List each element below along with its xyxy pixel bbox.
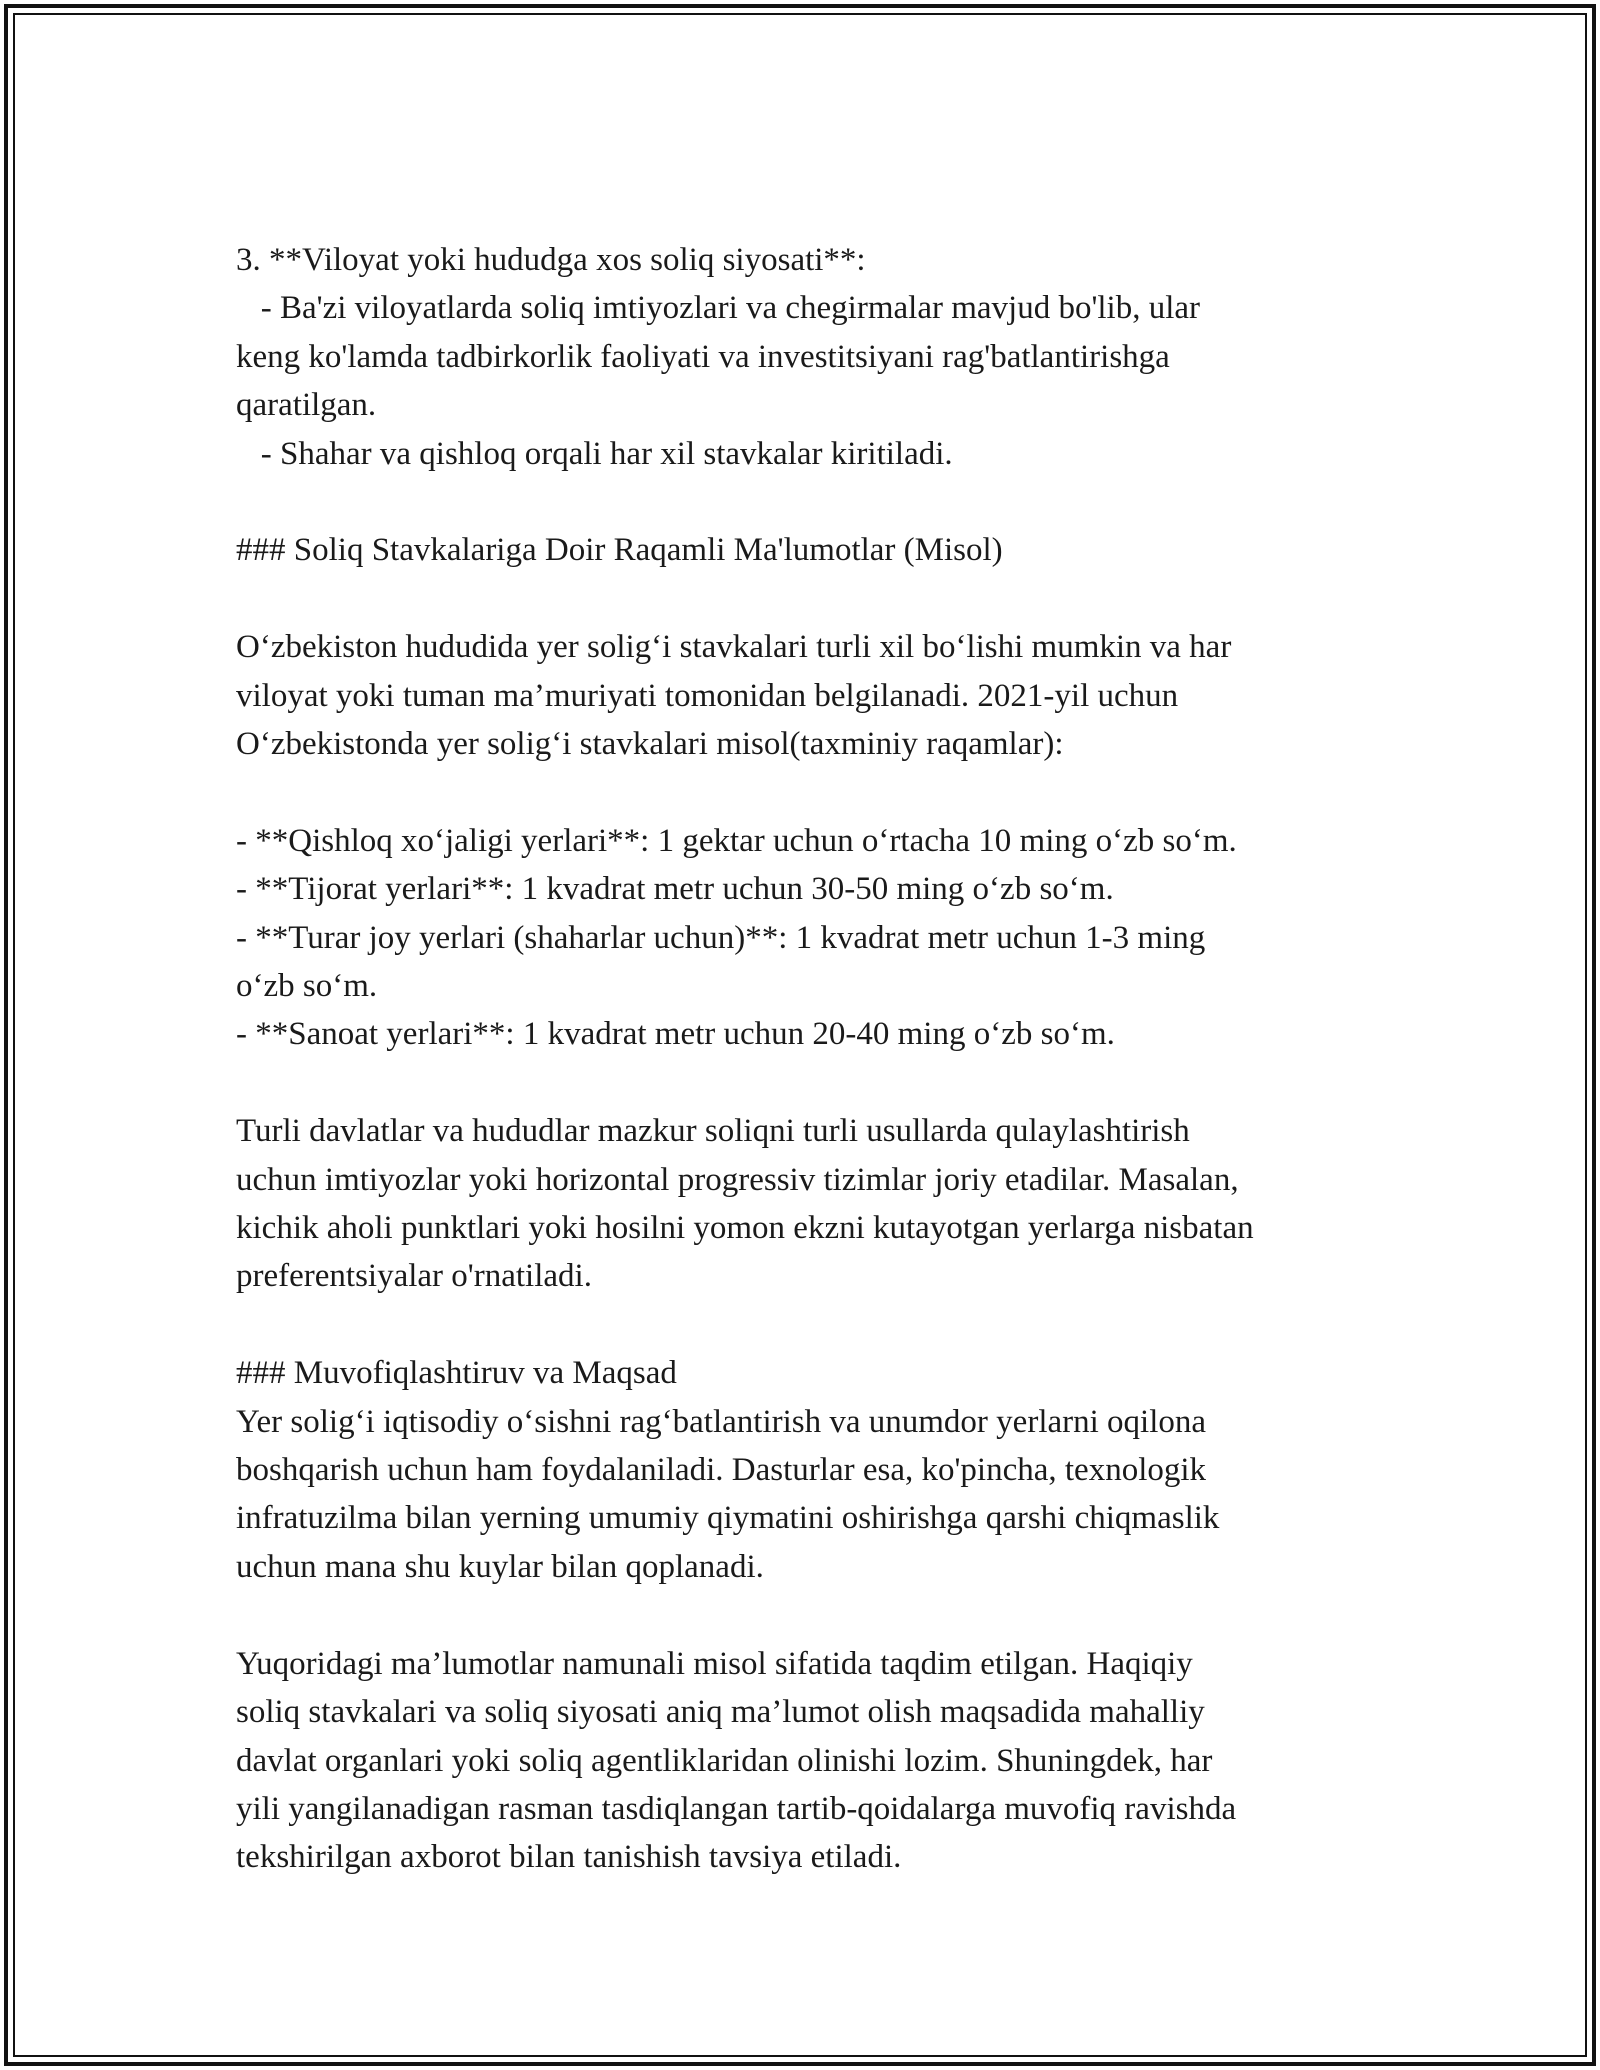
body-line: keng ko'lamda tadbirkorlik faoliyati va investitsiyani rag'batlantirishga [236, 338, 1170, 375]
paragraph-gap [236, 1059, 1386, 1107]
rates-list [236, 817, 1386, 1059]
list-item: - **Tijorat yerlari**: 1 kvadrat metr uchun 30-50 ming o‘zb so‘m. [236, 871, 1114, 908]
section-heading: ### Soliq Stavkalariga Doir Raqamli Ma'lumotlar (Misol) [236, 532, 1003, 569]
body-line: - Shahar va qishloq orqali har xil stavkalar kiritiladi. [236, 435, 953, 472]
paragraph-gap [236, 1591, 1386, 1639]
body-line: qaratilgan. [236, 387, 377, 424]
paragraph-gap [236, 1301, 1386, 1349]
list-item-continuation: o‘zb so‘m. [236, 968, 378, 1005]
body-line: tekshirilgan axborot bilan tanishish tavsiya etiladi. [236, 1839, 902, 1876]
section-heading: ### Muvofiqlashtiruv va Maqsad [236, 1355, 677, 1392]
body-line: - Ba'zi viloyatlarda soliq imtiyozlari va chegirmalar mavjud bo'lib, ular [236, 290, 1201, 327]
section-muvofiqlashtiruv [236, 1349, 1386, 1591]
body-line: uchun imtiyozlar yoki horizontal progressiv tizimlar joriy etadilar. Masalan, [236, 1161, 1239, 1198]
body-line: soliq stavkalari va soliq siyosati aniq ma’lumot olish maqsadida mahalliy [236, 1694, 1205, 1731]
paragraph-conclusion [236, 1640, 1386, 1882]
paragraph-gap [236, 768, 1386, 816]
body-line: boshqarish uchun ham foydalaniladi. Dasturlar esa, ko'pincha, texnologik [236, 1452, 1207, 1489]
section-viloyat-siyosati [236, 236, 1386, 478]
list-item: - **Sanoat yerlari**: 1 kvadrat metr uchun 20-40 ming o‘zb so‘m. [236, 1016, 1115, 1053]
body-line: infratuzilma bilan yerning umumiy qiymatini oshirishga qarshi chiqmaslik [236, 1500, 1220, 1537]
body-line: viloyat yoki tuman ma’muriyati tomonidan belgilanadi. 2021-yil uchun [236, 677, 1179, 714]
document-body [236, 236, 1386, 1882]
list-item: - **Qishloq xo‘jaligi yerlari**: 1 gektar uchun o‘rtacha 10 ming o‘zb so‘m. [236, 822, 1237, 859]
list-item: - **Turar joy yerlari (shaharlar uchun)**: 1 kvadrat metr uchun 1-3 ming [236, 919, 1206, 956]
paragraph-intro [236, 623, 1386, 768]
paragraph-gap [236, 575, 1386, 623]
list-item-heading: 3. **Viloyat yoki hududga xos soliq siyosati**: [236, 242, 866, 278]
body-line: O‘zbekistonda yer solig‘i stavkalari misol(taxminiy raqamlar): [236, 726, 1064, 763]
paragraph-davlatlar [236, 1107, 1386, 1301]
body-line: kichik aholi punktlari yoki hosilni yomon ekzni kutayotgan yerlarga nisbatan [236, 1210, 1254, 1247]
body-line: davlat organlari yoki soliq agentliklaridan olinishi lozim. Shuningdek, har [236, 1742, 1213, 1779]
body-line: Yer solig‘i iqtisodiy o‘sishni rag‘batlantirish va unumdor yerlarni oqilona [236, 1403, 1207, 1440]
body-line: O‘zbekiston hududida yer solig‘i stavkalari turli xil bo‘lishi mumkin va har [236, 629, 1232, 666]
body-line: yili yangilanadigan rasman tasdiqlangan tartib-qoidalarga muvofiq ravishda [236, 1790, 1237, 1827]
body-line: uchun mana shu kuylar bilan qoplanadi. [236, 1548, 764, 1585]
body-line: preferentsiyalar o'rnatiladi. [236, 1258, 592, 1295]
section-heading-stavkalar [236, 526, 1386, 574]
paragraph-gap [236, 478, 1386, 526]
body-line: Yuqoridagi ma’lumotlar namunali misol sifatida taqdim etilgan. Haqiqiy [236, 1645, 1193, 1682]
body-line: Turli davlatlar va hududlar mazkur soliqni turli usullarda qulaylashtirish [236, 1113, 1190, 1150]
